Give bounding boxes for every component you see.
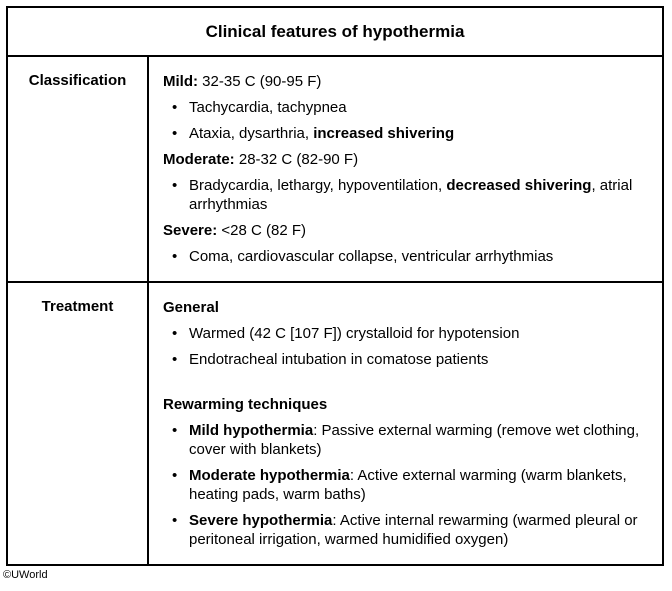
severe-range: <28 C (82 F) [221,222,307,239]
severe-level [163,221,652,240]
treatment-label: Treatment [8,283,149,564]
copyright-notice: ©UWorld [3,569,48,581]
hypothermia-table [6,6,664,566]
list-item: • Mild hypothermia: Passive external warming (remove wet clothing, cover with blankets) [163,421,652,459]
table-title: Clinical features of hypothermia [8,8,662,57]
list-item: • Ataxia, dysarthria, increased shivering [163,124,652,143]
list-item: • Endotracheal intubation in comatose patients [163,350,652,369]
classification-content [149,57,662,281]
mild-range: 32-35 C (90-95 F) [202,73,322,90]
classification-row [8,57,662,283]
general-list [163,324,652,369]
moderate-level [163,150,652,169]
mild-level [163,72,652,91]
moderate-name: Moderate: [163,151,235,168]
general-heading: General [163,299,219,316]
list-item: • Bradycardia, lethargy, hypoventilation, decreased shivering, atrial arrhythmias [163,176,652,214]
list-item: • Severe hypothermia: Active internal rewarming (warmed pleural or peritoneal irrigation, warmed humidified oxygen) [163,511,652,549]
severe-name: Severe: [163,222,218,239]
list-item: • Tachycardia, tachypnea [163,98,652,117]
moderate-range: 28-32 C (82-90 F) [238,151,359,168]
rewarming-list [163,421,652,549]
list-item: • Warmed (42 C [107 F]) crystalloid for hypotension [163,324,652,343]
moderate-list [163,176,652,214]
severe-list [163,247,652,266]
classification-label: Classification [8,57,149,281]
rewarming-heading: Rewarming techniques [163,396,328,413]
treatment-row [8,283,662,564]
list-item: • Moderate hypothermia: Active external warming (warm blankets, heating pads, warm baths) [163,466,652,504]
mild-name: Mild: [163,73,198,90]
list-item: • Coma, cardiovascular collapse, ventricular arrhythmias [163,247,652,266]
treatment-content [149,283,662,564]
mild-list [163,98,652,143]
